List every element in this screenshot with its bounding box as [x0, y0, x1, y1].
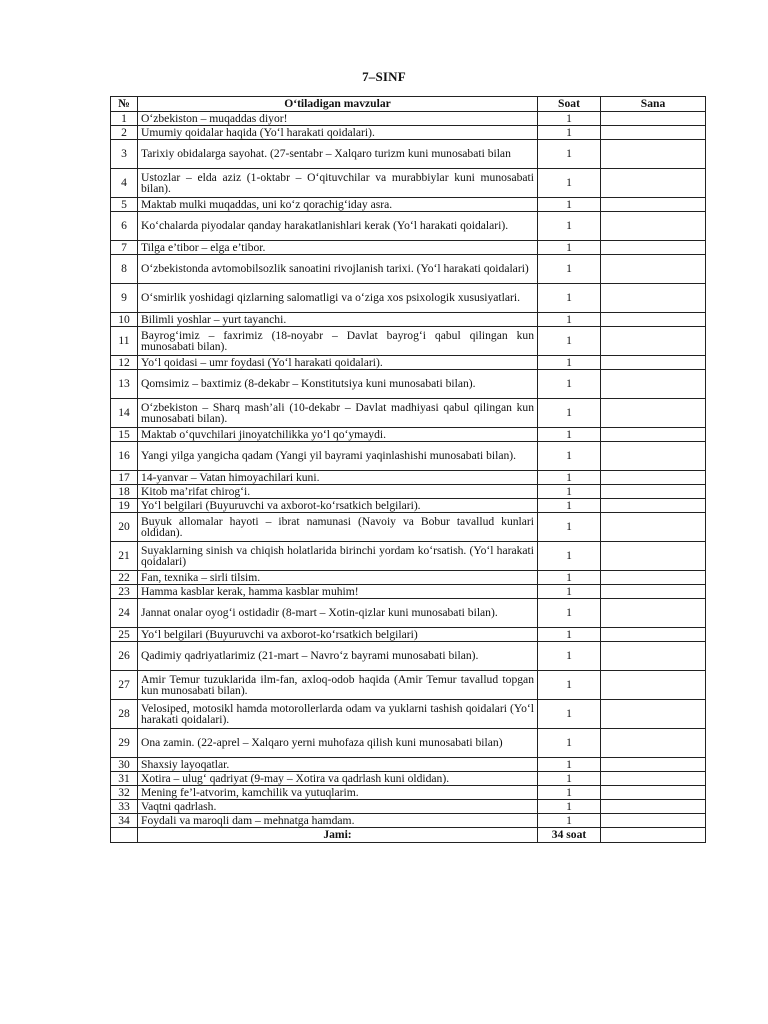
row-topic: Fan, texnika – sirli tilsim.	[138, 571, 538, 585]
table-row	[111, 112, 706, 126]
header-topic: O‘tiladigan mavzular	[138, 97, 538, 112]
row-hours: 1	[538, 126, 601, 140]
row-hours: 1	[538, 585, 601, 599]
row-date	[601, 471, 706, 485]
row-hours: 1	[538, 198, 601, 212]
row-date	[601, 212, 706, 241]
row-number: 29	[111, 729, 138, 758]
table-row	[111, 255, 706, 284]
table-row	[111, 428, 706, 442]
row-number: 33	[111, 800, 138, 814]
table-row	[111, 700, 706, 729]
row-topic: O‘zbekistonda avtomobilsozlik sanoatini rivojlanish tarixi. (Yo‘l harakati qoidalari)	[138, 255, 538, 284]
lesson-plan-table	[110, 96, 706, 843]
row-hours: 1	[538, 729, 601, 758]
row-topic: Maktab mulki muqaddas, uni ko‘z qorachig‘iday asra.	[138, 198, 538, 212]
row-number: 5	[111, 198, 138, 212]
row-hours: 1	[538, 499, 601, 513]
row-date	[601, 169, 706, 198]
row-topic: Ko‘chalarda piyodalar qanday harakatlanishlari kerak (Yo‘l harakati qoidalari).	[138, 212, 538, 241]
table-row	[111, 485, 706, 499]
row-number: 14	[111, 399, 138, 428]
table-row	[111, 241, 706, 255]
row-topic: 14-yanvar – Vatan himoyachilari kuni.	[138, 471, 538, 485]
table-row	[111, 772, 706, 786]
row-hours: 1	[538, 327, 601, 356]
table-row	[111, 126, 706, 140]
table-row	[111, 671, 706, 700]
table-row	[111, 284, 706, 313]
row-hours: 1	[538, 671, 601, 700]
row-number: 22	[111, 571, 138, 585]
table-row	[111, 169, 706, 198]
row-number: 2	[111, 126, 138, 140]
row-date	[601, 241, 706, 255]
row-topic: Maktab o‘quvchilari jinoyatchilikka yo‘l qo‘ymaydi.	[138, 428, 538, 442]
table-row	[111, 542, 706, 571]
row-hours: 1	[538, 212, 601, 241]
row-date	[601, 442, 706, 471]
total-date-cell	[601, 828, 706, 843]
row-number: 18	[111, 485, 138, 499]
row-date	[601, 786, 706, 800]
row-date	[601, 126, 706, 140]
table-row	[111, 442, 706, 471]
table-row	[111, 729, 706, 758]
row-date	[601, 370, 706, 399]
total-number-cell	[111, 828, 138, 843]
row-date	[601, 112, 706, 126]
row-date	[601, 571, 706, 585]
row-hours: 1	[538, 442, 601, 471]
row-hours: 1	[538, 772, 601, 786]
row-date	[601, 198, 706, 212]
row-hours: 1	[538, 814, 601, 828]
row-date	[601, 485, 706, 499]
row-number: 11	[111, 327, 138, 356]
table-row	[111, 198, 706, 212]
table-row	[111, 140, 706, 169]
row-hours: 1	[538, 428, 601, 442]
row-number: 6	[111, 212, 138, 241]
row-hours: 1	[538, 628, 601, 642]
row-hours: 1	[538, 513, 601, 542]
table-row	[111, 356, 706, 370]
row-hours: 1	[538, 599, 601, 628]
row-hours: 1	[538, 786, 601, 800]
row-date	[601, 356, 706, 370]
table-row	[111, 571, 706, 585]
row-hours: 1	[538, 642, 601, 671]
table-row	[111, 585, 706, 599]
row-topic: Tarixiy obidalarga sayohat. (27-sentabr – Xalqaro turizm kuni munosabati bilan	[138, 140, 538, 169]
row-topic: Vaqtni qadrlash.	[138, 800, 538, 814]
row-number: 3	[111, 140, 138, 169]
row-number: 1	[111, 112, 138, 126]
row-hours: 1	[538, 284, 601, 313]
row-number: 20	[111, 513, 138, 542]
row-topic: Yo‘l belgilari (Buyuruvchi va axborot-ko‘rsatkich belgilari)	[138, 628, 538, 642]
total-row	[111, 828, 706, 843]
row-topic: O‘smirlik yoshidagi qizlarning salomatligi va o‘ziga xos psixologik xususiyatlari.	[138, 284, 538, 313]
row-hours: 1	[538, 542, 601, 571]
row-hours: 1	[538, 356, 601, 370]
row-number: 23	[111, 585, 138, 599]
row-date	[601, 513, 706, 542]
row-date	[601, 800, 706, 814]
row-date	[601, 642, 706, 671]
row-date	[601, 140, 706, 169]
row-date	[601, 499, 706, 513]
row-topic: Tilga e’tibor – elga e’tibor.	[138, 241, 538, 255]
row-number: 4	[111, 169, 138, 198]
row-number: 19	[111, 499, 138, 513]
row-hours: 1	[538, 700, 601, 729]
table-row	[111, 327, 706, 356]
table-row	[111, 599, 706, 628]
row-number: 9	[111, 284, 138, 313]
table-row	[111, 786, 706, 800]
row-topic: Ona zamin. (22-aprel – Xalqaro yerni muhofaza qilish kuni munosabati bilan)	[138, 729, 538, 758]
row-hours: 1	[538, 255, 601, 284]
row-topic: Xotira – ulug‘ qadriyat (9-may – Xotira va qadrlash kuni oldidan).	[138, 772, 538, 786]
row-hours: 1	[538, 241, 601, 255]
row-topic: Buyuk allomalar hayoti – ibrat namunasi (Navoiy va Bobur tavallud kunlari oldidan).	[138, 513, 538, 542]
row-number: 16	[111, 442, 138, 471]
row-number: 17	[111, 471, 138, 485]
row-date	[601, 428, 706, 442]
total-hours: 34 soat	[538, 828, 601, 843]
row-topic: Yo‘l belgilari (Buyuruvchi va axborot-ko‘rsatkich belgilari).	[138, 499, 538, 513]
row-date	[601, 700, 706, 729]
row-date	[601, 599, 706, 628]
row-topic: Kitob ma’rifat chirog‘i.	[138, 485, 538, 499]
row-hours: 1	[538, 800, 601, 814]
row-date	[601, 284, 706, 313]
row-topic: Umumiy qoidalar haqida (Yo‘l harakati qoidalari).	[138, 126, 538, 140]
row-number: 8	[111, 255, 138, 284]
table-row	[111, 642, 706, 671]
row-date	[601, 542, 706, 571]
row-topic: Ustozlar – elda aziz (1-oktabr – O‘qituvchilar va murabbiylar kuni munosabati bilan).	[138, 169, 538, 198]
row-topic: Bilimli yoshlar – yurt tayanchi.	[138, 313, 538, 327]
table-row	[111, 628, 706, 642]
row-number: 26	[111, 642, 138, 671]
row-hours: 1	[538, 112, 601, 126]
row-date	[601, 313, 706, 327]
row-topic: Jannat onalar oyog‘i ostidadir (8-mart – Xotin-qizlar kuni munosabati bilan).	[138, 599, 538, 628]
row-number: 25	[111, 628, 138, 642]
row-number: 15	[111, 428, 138, 442]
row-topic: O‘zbekiston – muqaddas diyor!	[138, 112, 538, 126]
table-row	[111, 370, 706, 399]
row-date	[601, 758, 706, 772]
table-row	[111, 814, 706, 828]
row-hours: 1	[538, 313, 601, 327]
table-row	[111, 313, 706, 327]
row-hours: 1	[538, 571, 601, 585]
row-hours: 1	[538, 485, 601, 499]
header-number: №	[111, 97, 138, 112]
table-body	[111, 112, 706, 828]
row-number: 21	[111, 542, 138, 571]
row-topic: Foydali va maroqli dam – mehnatga hamdam.	[138, 814, 538, 828]
table-row	[111, 800, 706, 814]
row-topic: Qomsimiz – baxtimiz (8-dekabr – Konstitutsiya kuni munosabati bilan).	[138, 370, 538, 399]
row-date	[601, 628, 706, 642]
table-row	[111, 758, 706, 772]
row-hours: 1	[538, 140, 601, 169]
row-date	[601, 585, 706, 599]
row-number: 34	[111, 814, 138, 828]
page-title: 7–SINF	[362, 69, 406, 84]
table-row	[111, 499, 706, 513]
table-row	[111, 471, 706, 485]
table-row	[111, 513, 706, 542]
row-topic: Yangi yilga yangicha qadam (Yangi yil bayrami yaqinlashishi munosabati bilan).	[138, 442, 538, 471]
table-row	[111, 212, 706, 241]
row-hours: 1	[538, 758, 601, 772]
row-topic: O‘zbekiston – Sharq mash’ali (10-dekabr – Davlat madhiyasi qabul qilingan kun munosabati bilan).	[138, 399, 538, 428]
row-hours: 1	[538, 169, 601, 198]
row-date	[601, 729, 706, 758]
row-date	[601, 772, 706, 786]
row-number: 28	[111, 700, 138, 729]
row-hours: 1	[538, 471, 601, 485]
row-date	[601, 399, 706, 428]
row-date	[601, 255, 706, 284]
row-topic: Bayrog‘imiz – faxrimiz (18-noyabr – Davlat bayrog‘i qabul qilingan kun munosabati bilan).	[138, 327, 538, 356]
row-number: 30	[111, 758, 138, 772]
total-label: Jami:	[138, 828, 538, 843]
row-number: 31	[111, 772, 138, 786]
row-topic: Velosiped, motosikl hamda motorollerlarda odam va yuklarni tashish qoidalari (Yo‘l harakati qoidalari).	[138, 700, 538, 729]
row-number: 24	[111, 599, 138, 628]
header-hours: Soat	[538, 97, 601, 112]
row-topic: Hamma kasblar kerak, hamma kasblar muhim!	[138, 585, 538, 599]
row-date	[601, 327, 706, 356]
table-header-row	[111, 97, 706, 112]
row-topic: Amir Temur tuzuklarida ilm-fan, axloq-odob haqida (Amir Temur tavallud topgan kun munosabati bilan).	[138, 671, 538, 700]
row-number: 12	[111, 356, 138, 370]
row-date	[601, 671, 706, 700]
row-hours: 1	[538, 370, 601, 399]
row-topic: Shaxsiy layoqatlar.	[138, 758, 538, 772]
row-number: 13	[111, 370, 138, 399]
row-topic: Suyaklarning sinish va chiqish holatlarida birinchi yordam ko‘rsatish. (Yo‘l harakati qoidalari)	[138, 542, 538, 571]
row-number: 10	[111, 313, 138, 327]
row-date	[601, 814, 706, 828]
row-topic: Yo‘l qoidasi – umr foydasi (Yo‘l harakati qoidalari).	[138, 356, 538, 370]
table-row	[111, 399, 706, 428]
header-date: Sana	[601, 97, 706, 112]
row-number: 32	[111, 786, 138, 800]
row-number: 7	[111, 241, 138, 255]
row-topic: Qadimiy qadriyatlarimiz (21-mart – Navro‘z bayrami munosabati bilan).	[138, 642, 538, 671]
row-hours: 1	[538, 399, 601, 428]
row-topic: Mening fe’l-atvorim, kamchilik va yutuqlarim.	[138, 786, 538, 800]
row-number: 27	[111, 671, 138, 700]
